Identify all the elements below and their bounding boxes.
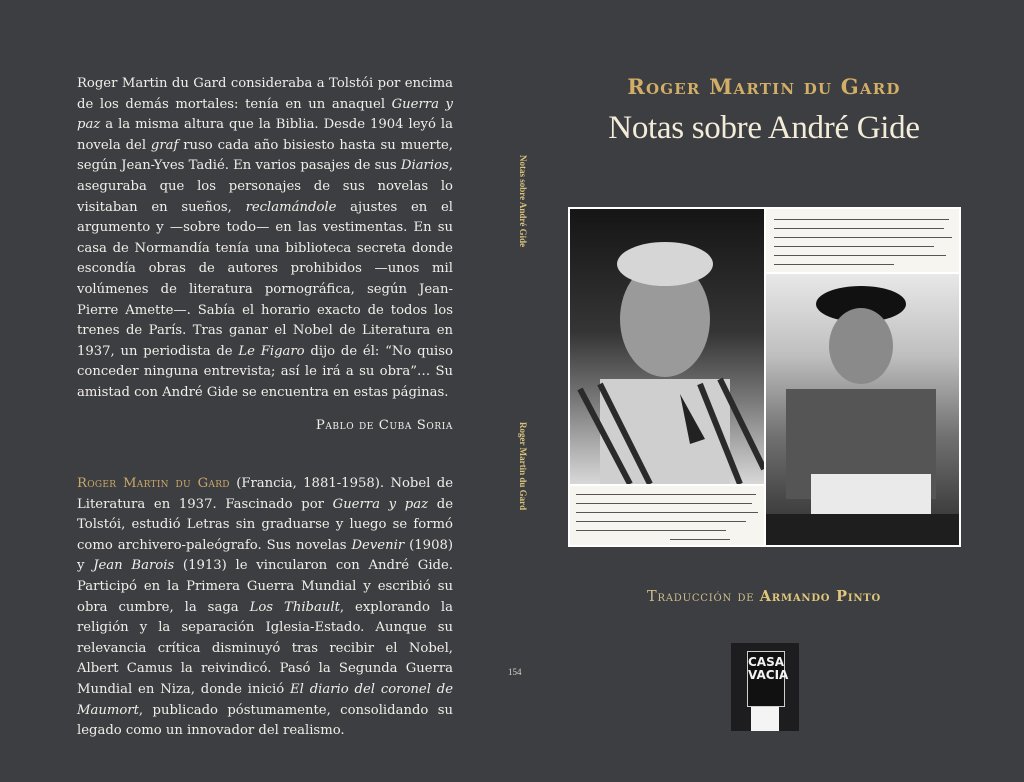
portrait-photo-right: [766, 274, 959, 545]
blurb-text-run: , aseguraba que los personajes de sus novelas lo visitaban en sueños,: [77, 158, 453, 215]
bio-text-run: (1913) le vincularon con André Gide. Participó en la Primera Guerra Mundial y escribió su obra cumbre, la saga: [77, 558, 453, 615]
spine-author: Roger Martin du Gard: [518, 422, 528, 511]
publisher-logo: [731, 643, 799, 731]
blurb-text-run: reclamándole: [245, 199, 337, 215]
bio-text-run: de Tolstói, estudió Letras sin graduarse y luego se formó como archivero-paleógrafo. Sus novelas: [77, 496, 454, 553]
bio-text-run: Devenir: [351, 537, 405, 553]
blurb-text-run: Roger Martin du Gard consideraba a Tolstói por encima de los demás mortales: tenía en un anaquel: [77, 76, 453, 112]
blurb-signature: Pablo de Cuba Soria: [315, 417, 453, 433]
author-bio: [77, 474, 453, 742]
blurb-text-run: Le Figaro: [238, 343, 305, 359]
bio-text-run: Los Thibault: [249, 599, 340, 615]
handwritten-letter-top: [766, 209, 959, 272]
bio-text-run: Guerra y paz: [332, 496, 429, 512]
bio-text-run: Roger Martin du Gard: [77, 476, 230, 492]
portrait-photo-left: [570, 209, 764, 484]
blurb-text-run: Diarios: [400, 158, 449, 174]
back-blurb: [77, 74, 453, 404]
bio-text-run: Jean Barois: [93, 558, 175, 574]
spine-title: Notas sobre André Gide: [518, 155, 528, 248]
logo-line-1: CASA: [748, 655, 785, 669]
blurb-text-run: ajustes en el argumento y —sobre todo— en las vestimentas. En su casa de Normandía tenía una biblioteca secreta donde escondía obras de autores prohibidos —unos mil volúmenes de literatura pornográfica, según Jean-Pierre Amette—. Sabía el horario exacto de todos los trenes de París. Tras ganar el Nobel de Literatura en 1937, un periodista de: [77, 199, 453, 359]
portrait-illustration-right: [766, 274, 959, 545]
logo-text-box: [747, 651, 789, 707]
blurb-text-run: graf: [150, 137, 179, 153]
translator-credit: [566, 588, 962, 605]
bio-text-run: (Francia, 1881-1958). Nobel de Literatura en 1937. Fascinado por: [77, 476, 453, 512]
photo-collage: [568, 207, 961, 547]
translator-name: Armando Pinto: [759, 588, 882, 605]
logo-line-2: VACIA: [748, 668, 789, 682]
bio-text-run: , publicado póstumamente, consolidando su legado como un innovador del realismo.: [77, 702, 453, 739]
back-cover: [77, 74, 453, 742]
blurb-text-run: dijo de él: “No quiso conceder ninguna entrevista; así le irá a su obra”… Su amistad con André Gide se encuentra en estas páginas.: [77, 343, 453, 400]
blurb-text-run: a la misma altura que la Biblia. Desde 1904 leyó la novela del: [77, 117, 453, 153]
blurb-text-run: Guerra y paz: [77, 96, 453, 133]
portrait-illustration-left: [570, 209, 764, 484]
handwritten-letter-bottom: [570, 486, 764, 545]
translation-label: Traducción de: [646, 589, 755, 605]
front-author: Roger Martin du Gard: [627, 74, 901, 99]
blurb-text-run: ruso cada año bisiesto hasta su muerte, según Jean-Yves Tadié. En varios pasajes de sus: [77, 137, 453, 174]
front-title: Notas sobre André Gide: [608, 110, 920, 146]
bio-text-run: , explorando la religión y la separación Iglesia-Estado. Aunque su relevancia crítica disminuyó tras recibir el Nobel, Albert Camus la reivindicó. Pasó la Segunda Guerra Mundial en Niza, donde inició: [77, 599, 453, 698]
spine-number: 154: [508, 667, 522, 677]
bio-text-run: (1908) y: [77, 537, 453, 574]
bio-text-run: El diario del coronel de Maumort: [77, 682, 453, 718]
